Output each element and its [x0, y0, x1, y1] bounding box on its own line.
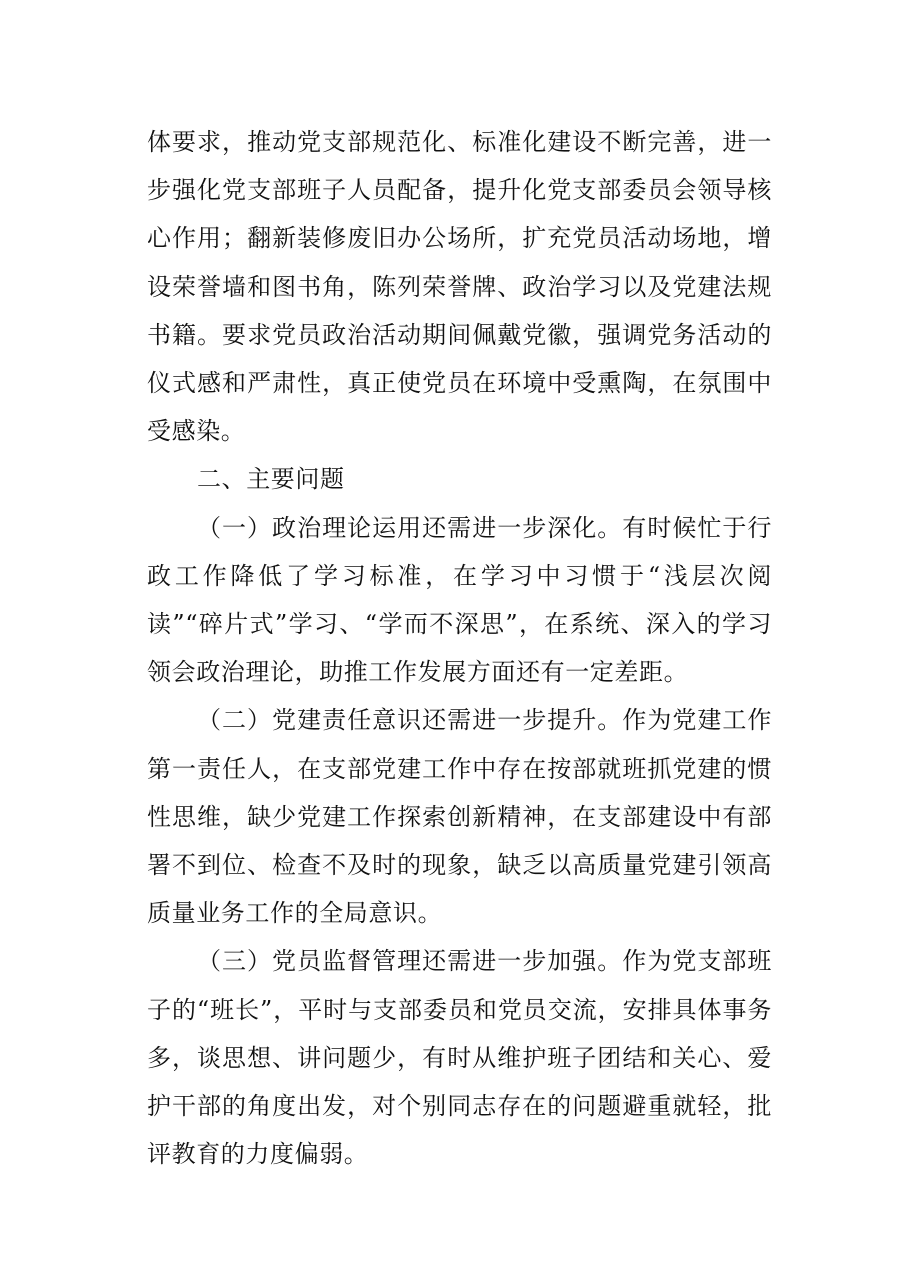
section-heading: 二、主要问题 [197, 465, 345, 494]
paragraph-issue-3: （三）党员监督管理还需进一步加强。作为党支部班子的“班长”，平时与支部委员和党员交流，安排具体事务多，谈思想、讲问题少，有时从维护班子团结和关心、爱护干部的角度出发，对个别同志存在的问题避重就轻，批评教育的力度偏弱。 [147, 947, 772, 1169]
paragraph-continuation: 体要求，推动党支部规范化、标准化建设不断完善，进一步强化党支部班子人员配备，提升化党支部委员会领导核心作用；翻新装修废旧办公场所，扩充党员活动场地，增设荣誉墙和图书角，陈列荣誉牌、政治学习以及党建法规书籍。要求党员政治活动期间佩戴党徽，强调党务活动的仪式感和严肃性，真正使党员在环境中受熏陶，在氛围中受感染。 [147, 128, 772, 446]
paragraph-issue-2: （二）党建责任意识还需进一步提升。作为党建工作第一责任人，在支部党建工作中存在按部就班抓党建的惯性思维，缺少党建工作探索创新精神，在支部建设中有部署不到位、检查不及时的现象，缺乏以高质量党建引领高质量业务工作的全局意识。 [147, 706, 772, 928]
paragraph-issue-1: （一）政治理论运用还需进一步深化。有时候忙于行政工作降低了学习标准，在学习中习惯于“浅层次阅读”“碎片式”学习、“学而不深思”，在系统、深入的学习领会政治理论，助推工作发展方面还有一定差距。 [147, 513, 772, 687]
document-body [147, 118, 772, 1178]
